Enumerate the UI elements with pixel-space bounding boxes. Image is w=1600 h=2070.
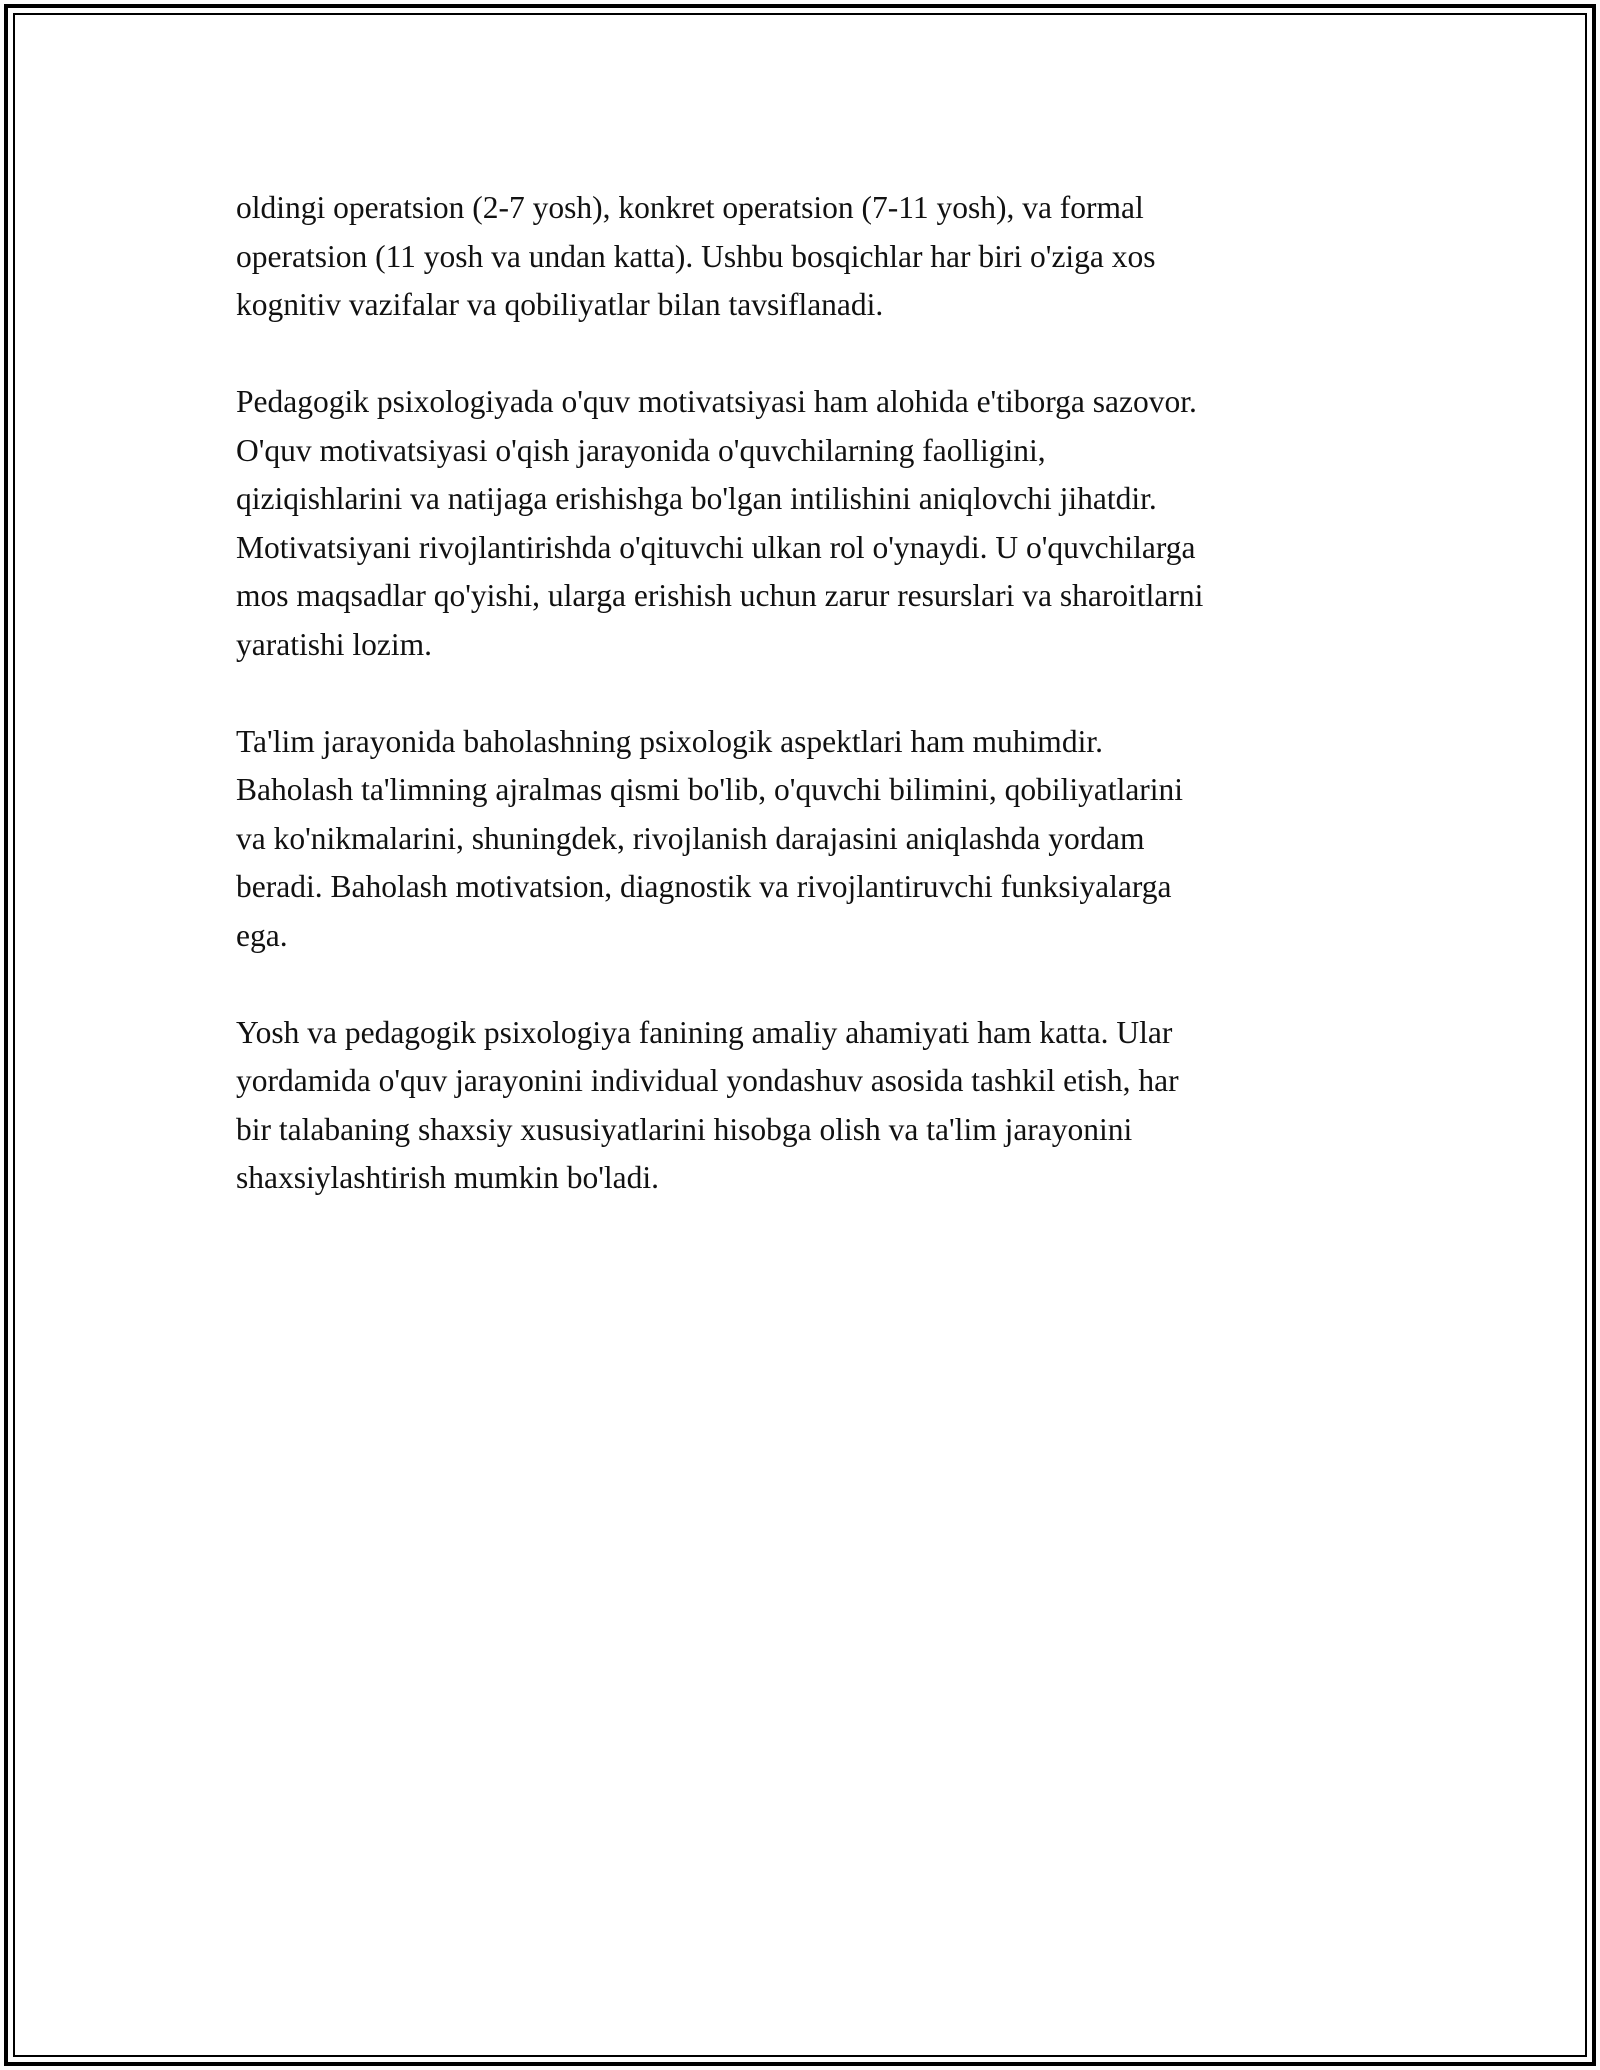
document-body [236, 184, 1376, 1251]
paragraph-learning-motivation: Pedagogik psixologiyada o'quv motivatsiyasi ham alohida e'tiborga sazovor. O'quv motivatsiyasi o'qish jarayonida o'quvchilarning faolligini, qiziqishlarini va natijaga erishishga bo'lgan intilishini aniqlovchi jihatdir. Motivatsiyani rivojlantirishda o'qituvchi ulkan rol o'ynaydi. U o'quvchilarga mos maqsadlar qo'yishi, ularga erishish uchun zarur resurslari va sharoitlarni yaratishi lozim. [236, 384, 1204, 662]
paragraph-piaget-stages: oldingi operatsion (2-7 yosh), konkret operatsion (7-11 yosh), va formal operatsion (11 yosh va undan katta). Ushbu bosqichlar har biri o'ziga xos kognitiv vazifalar va qobiliyatlar bilan tavsiflanadi. [236, 190, 1156, 322]
paragraph-practical-significance: Yosh va pedagogik psixologiya fanining amaliy ahamiyati ham katta. Ular yordamida o'quv jarayonini individual yondashuv asosida tashkil etish, har bir talabaning shaxsiy xususiyatlarini hisobga olish va ta'lim jarayonini shaxsiylashtirish mumkin bo'ladi. [236, 1014, 1179, 1195]
paragraph-assessment-aspects: Ta'lim jarayonida baholashning psixologik aspektlari ham muhimdir. Baholash ta'limning ajralmas qismi bo'lib, o'quvchi bilimini, qobiliyatlarini va ko'nikmalarini, shuningdek, rivojlanish darajasini aniqlashda yordam beradi. Baholash motivatsion, diagnostik va rivojlantiruvchi funksiyalarga ega. [236, 723, 1184, 953]
